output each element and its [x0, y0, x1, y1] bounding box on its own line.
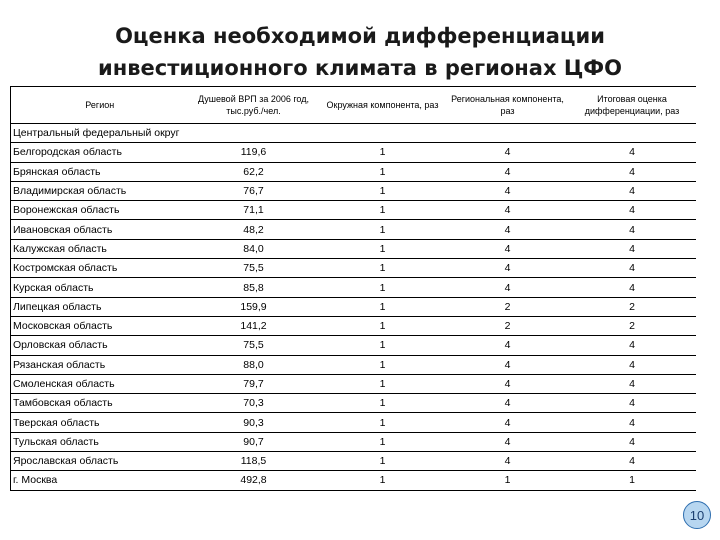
- grp-per-capita: 159,9: [189, 297, 319, 316]
- regional-component: 4: [447, 162, 569, 181]
- regional-component: 4: [447, 239, 569, 258]
- grp-per-capita: 90,3: [189, 413, 319, 432]
- differentiation-table: [10, 86, 696, 491]
- grp-per-capita: 88,0: [189, 355, 319, 374]
- region-name: Тверская область: [11, 413, 189, 432]
- grp-per-capita: 70,3: [189, 394, 319, 413]
- table-row: [11, 201, 696, 220]
- grp-per-capita: 90,7: [189, 432, 319, 451]
- grp-per-capita: 84,0: [189, 239, 319, 258]
- regional-component: 4: [447, 394, 569, 413]
- table-row: [11, 278, 696, 297]
- table-row: [11, 259, 696, 278]
- region-name: Белгородская область: [11, 143, 189, 162]
- region-name: Костромская область: [11, 259, 189, 278]
- regional-component: 4: [447, 374, 569, 393]
- table-row: [11, 316, 696, 335]
- district-component: 1: [319, 452, 447, 471]
- region-name: Калужская область: [11, 239, 189, 258]
- district-component: 1: [319, 201, 447, 220]
- total-estimate: 4: [569, 413, 696, 432]
- regional-component: 1: [447, 471, 569, 490]
- group-row: [11, 124, 696, 143]
- table-row: [11, 471, 696, 490]
- regional-component: 4: [447, 201, 569, 220]
- grp-per-capita: 85,8: [189, 278, 319, 297]
- grp-per-capita: 141,2: [189, 316, 319, 335]
- page-number-badge: 10: [683, 501, 711, 529]
- district-component: 1: [319, 143, 447, 162]
- region-name: Воронежская область: [11, 201, 189, 220]
- table-row: [11, 162, 696, 181]
- total-estimate: 4: [569, 394, 696, 413]
- title-line-1: Оценка необходимой дифференциации: [115, 24, 605, 48]
- table-row: [11, 374, 696, 393]
- district-component: 1: [319, 259, 447, 278]
- total-estimate: 4: [569, 201, 696, 220]
- regional-component: 4: [447, 355, 569, 374]
- regional-component: 4: [447, 143, 569, 162]
- district-component: 1: [319, 413, 447, 432]
- district-component: 1: [319, 220, 447, 239]
- grp-per-capita: 118,5: [189, 452, 319, 471]
- total-estimate: 2: [569, 297, 696, 316]
- grp-per-capita: 76,7: [189, 181, 319, 200]
- grp-per-capita: 75,5: [189, 259, 319, 278]
- table-row: [11, 355, 696, 374]
- regional-component: 2: [447, 316, 569, 335]
- district-component: 1: [319, 336, 447, 355]
- header-district-component: Окружная компонента, раз: [319, 87, 447, 124]
- region-name: Курская область: [11, 278, 189, 297]
- regional-component: 4: [447, 336, 569, 355]
- header-regional-component: Региональная компонента, раз: [447, 87, 569, 124]
- group-label: Центральный федеральный округ: [11, 124, 696, 143]
- grp-per-capita: 75,5: [189, 336, 319, 355]
- total-estimate: 4: [569, 452, 696, 471]
- district-component: 1: [319, 162, 447, 181]
- region-name: Брянская область: [11, 162, 189, 181]
- district-component: 1: [319, 316, 447, 335]
- district-component: 1: [319, 181, 447, 200]
- region-name: Рязанская область: [11, 355, 189, 374]
- total-estimate: 4: [569, 259, 696, 278]
- regional-component: 4: [447, 259, 569, 278]
- district-component: 1: [319, 374, 447, 393]
- total-estimate: 4: [569, 181, 696, 200]
- region-name: Орловская область: [11, 336, 189, 355]
- total-estimate: 4: [569, 336, 696, 355]
- table-header-row: [11, 87, 696, 124]
- total-estimate: 4: [569, 143, 696, 162]
- regional-component: 2: [447, 297, 569, 316]
- total-estimate: 4: [569, 355, 696, 374]
- table-row: [11, 143, 696, 162]
- table-row: [11, 220, 696, 239]
- district-component: 1: [319, 297, 447, 316]
- table-row: [11, 181, 696, 200]
- regional-component: 4: [447, 432, 569, 451]
- grp-per-capita: 79,7: [189, 374, 319, 393]
- table-row: [11, 452, 696, 471]
- table-row: [11, 336, 696, 355]
- region-name: г. Москва: [11, 471, 189, 490]
- district-component: 1: [319, 432, 447, 451]
- grp-per-capita: 48,2: [189, 220, 319, 239]
- region-name: Смоленская область: [11, 374, 189, 393]
- district-component: 1: [319, 471, 447, 490]
- table-row: [11, 432, 696, 451]
- region-name: Московская область: [11, 316, 189, 335]
- header-total-estimate: Итоговая оценка дифференциации, раз: [569, 87, 696, 124]
- total-estimate: 4: [569, 220, 696, 239]
- regional-component: 4: [447, 278, 569, 297]
- regional-component: 4: [447, 220, 569, 239]
- slide-title: [0, 20, 720, 84]
- title-line-2: инвестиционного климата в регионах ЦФО: [98, 56, 622, 80]
- region-name: Липецкая область: [11, 297, 189, 316]
- table-row: [11, 413, 696, 432]
- total-estimate: 4: [569, 432, 696, 451]
- regional-component: 4: [447, 181, 569, 200]
- district-component: 1: [319, 239, 447, 258]
- region-name: Тамбовская область: [11, 394, 189, 413]
- region-name: Ярославская область: [11, 452, 189, 471]
- total-estimate: 1: [569, 471, 696, 490]
- regional-component: 4: [447, 452, 569, 471]
- table-row: [11, 394, 696, 413]
- region-name: Владимирская область: [11, 181, 189, 200]
- header-region: Регион: [11, 87, 189, 124]
- header-grp: Душевой ВРП за 2006 год, тыс.руб./чел.: [189, 87, 319, 124]
- total-estimate: 4: [569, 278, 696, 297]
- total-estimate: 4: [569, 162, 696, 181]
- grp-per-capita: 71,1: [189, 201, 319, 220]
- total-estimate: 4: [569, 239, 696, 258]
- total-estimate: 2: [569, 316, 696, 335]
- regional-component: 4: [447, 413, 569, 432]
- grp-per-capita: 119,6: [189, 143, 319, 162]
- region-name: Ивановская область: [11, 220, 189, 239]
- grp-per-capita: 492,8: [189, 471, 319, 490]
- district-component: 1: [319, 394, 447, 413]
- district-component: 1: [319, 355, 447, 374]
- total-estimate: 4: [569, 374, 696, 393]
- district-component: 1: [319, 278, 447, 297]
- table-row: [11, 239, 696, 258]
- grp-per-capita: 62,2: [189, 162, 319, 181]
- region-name: Тульская область: [11, 432, 189, 451]
- table-row: [11, 297, 696, 316]
